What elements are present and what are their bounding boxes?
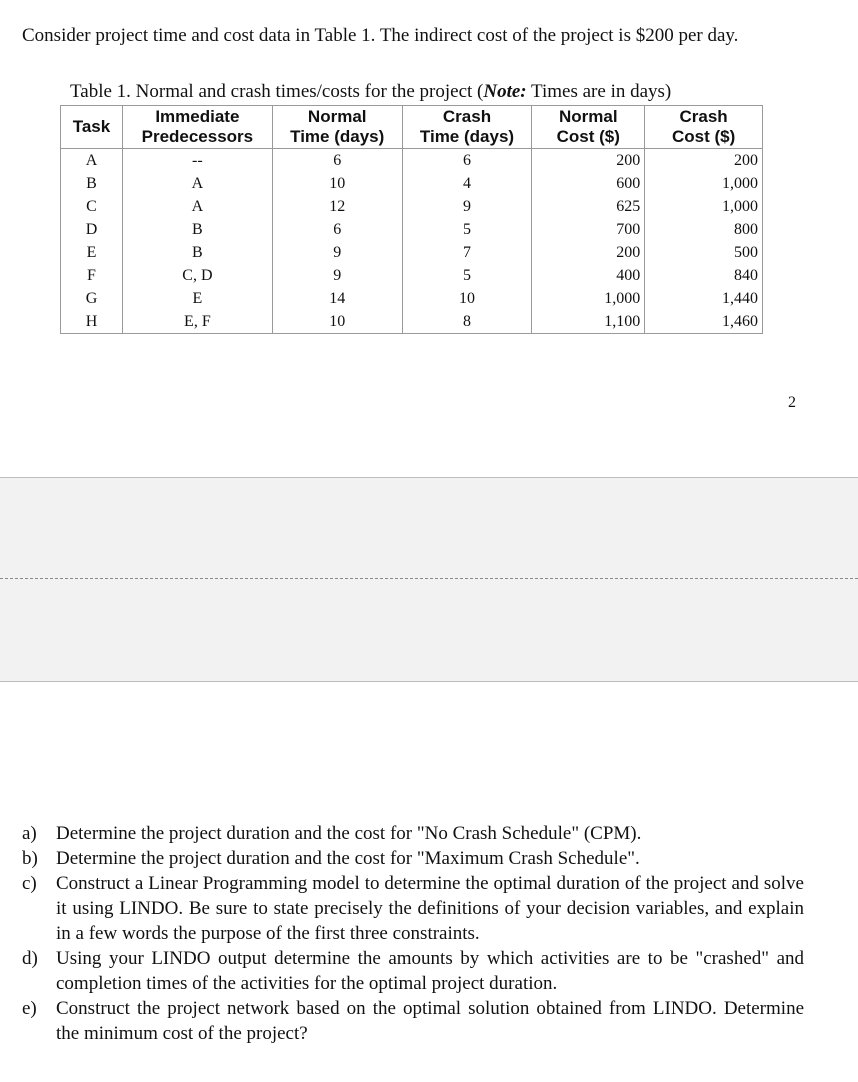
- cell-normal-time: 12: [272, 195, 402, 218]
- cell-normal-cost: 1,000: [532, 287, 645, 310]
- question-text: Determine the project duration and the cost for "No Crash Schedule" (CPM).: [56, 823, 642, 844]
- question-text: Determine the project duration and the cost for "Maximum Crash Schedule".: [56, 848, 640, 869]
- cell-task: D: [61, 218, 123, 241]
- cell-normal-time: 9: [272, 241, 402, 264]
- question-text: Construct the project network based on the optimal solution obtained from LINDO. Determine the minimum cost of the project?: [56, 998, 804, 1044]
- cell-normal-cost: 400: [532, 264, 645, 287]
- question-marker: a): [22, 823, 37, 844]
- cell-normal-time: 9: [272, 264, 402, 287]
- cell-predecessors: E: [122, 287, 272, 310]
- cell-predecessors: A: [122, 195, 272, 218]
- cell-crash-time: 7: [402, 241, 532, 264]
- table-row: [61, 287, 763, 310]
- table-row: [61, 218, 763, 241]
- cell-normal-time: 10: [272, 310, 402, 334]
- question-item-c: [22, 871, 804, 946]
- cell-normal-time: 6: [272, 149, 402, 173]
- page-number: 2: [788, 394, 796, 411]
- cell-crash-time: 4: [402, 172, 532, 195]
- question-marker: c): [22, 873, 37, 894]
- header-normal-time: Normal Time (days): [272, 106, 402, 149]
- cell-task: G: [61, 287, 123, 310]
- header-crash-cost: Crash Cost ($): [645, 106, 763, 149]
- project-data-table: [60, 105, 763, 334]
- header-immediate-predecessors: Immediate Predecessors: [122, 106, 272, 149]
- header-crash-time: Crash Time (days): [402, 106, 532, 149]
- cell-crash-cost: 1,460: [645, 310, 763, 334]
- table-row: [61, 172, 763, 195]
- header-task: Task: [61, 106, 123, 149]
- question-text: Construct a Linear Programming model to determine the optimal duration of the project and solve it using LINDO. Be sure to state precisely the definitions of your decision variables, and explain in a few words the purpose of the first three constraints.: [56, 873, 804, 944]
- cell-normal-time: 6: [272, 218, 402, 241]
- cell-task: C: [61, 195, 123, 218]
- cell-crash-cost: 500: [645, 241, 763, 264]
- cell-predecessors: A: [122, 172, 272, 195]
- table-row: [61, 149, 763, 173]
- cell-crash-time: 8: [402, 310, 532, 334]
- cell-crash-cost: 800: [645, 218, 763, 241]
- cell-normal-time: 14: [272, 287, 402, 310]
- cell-normal-cost: 1,100: [532, 310, 645, 334]
- table-row: [61, 241, 763, 264]
- cell-task: E: [61, 241, 123, 264]
- cell-normal-cost: 600: [532, 172, 645, 195]
- cell-predecessors: E, F: [122, 310, 272, 334]
- cell-predecessors: B: [122, 218, 272, 241]
- cell-task: B: [61, 172, 123, 195]
- caption-main: Table 1. Normal and crash times/costs for the project (: [70, 81, 484, 102]
- cell-crash-time: 5: [402, 218, 532, 241]
- question-item-e: [22, 996, 804, 1046]
- cell-task: H: [61, 310, 123, 334]
- cell-normal-cost: 625: [532, 195, 645, 218]
- question-marker: b): [22, 848, 38, 869]
- caption-note-label: Note:: [483, 81, 527, 102]
- cell-crash-cost: 840: [645, 264, 763, 287]
- cell-crash-cost: 1,000: [645, 172, 763, 195]
- caption-rest: Times are in days): [526, 81, 672, 102]
- page-break-band: [0, 477, 858, 682]
- question-item-d: [22, 946, 804, 996]
- cell-predecessors: C, D: [122, 264, 272, 287]
- cell-task: F: [61, 264, 123, 287]
- table-caption: [70, 80, 790, 104]
- cell-crash-cost: 1,440: [645, 287, 763, 310]
- cell-crash-time: 5: [402, 264, 532, 287]
- cell-crash-time: 6: [402, 149, 532, 173]
- page-break-dashed-line: [0, 578, 858, 579]
- question-marker: e): [22, 998, 37, 1019]
- cell-predecessors: B: [122, 241, 272, 264]
- table-row: [61, 310, 763, 334]
- intro-paragraph: Consider project time and cost data in Table 1. The indirect cost of the project is $200 per day.: [22, 25, 739, 46]
- cell-normal-cost: 200: [532, 241, 645, 264]
- question-text: Using your LINDO output determine the amounts by which activities are to be "crashed" and completion times of the activities for the optimal project duration.: [56, 948, 804, 994]
- cell-predecessors: --: [122, 149, 272, 173]
- cell-normal-cost: 200: [532, 149, 645, 173]
- cell-crash-cost: 200: [645, 149, 763, 173]
- table-row: [61, 195, 763, 218]
- cell-crash-time: 10: [402, 287, 532, 310]
- cell-normal-cost: 700: [532, 218, 645, 241]
- question-item-b: [22, 846, 804, 871]
- cell-task: A: [61, 149, 123, 173]
- cell-crash-time: 9: [402, 195, 532, 218]
- question-marker: d): [22, 948, 38, 969]
- question-item-a: [22, 821, 804, 846]
- question-list: [22, 821, 804, 1046]
- header-normal-cost: Normal Cost ($): [532, 106, 645, 149]
- cell-normal-time: 10: [272, 172, 402, 195]
- table-header-row: [61, 106, 763, 149]
- cell-crash-cost: 1,000: [645, 195, 763, 218]
- table-row: [61, 264, 763, 287]
